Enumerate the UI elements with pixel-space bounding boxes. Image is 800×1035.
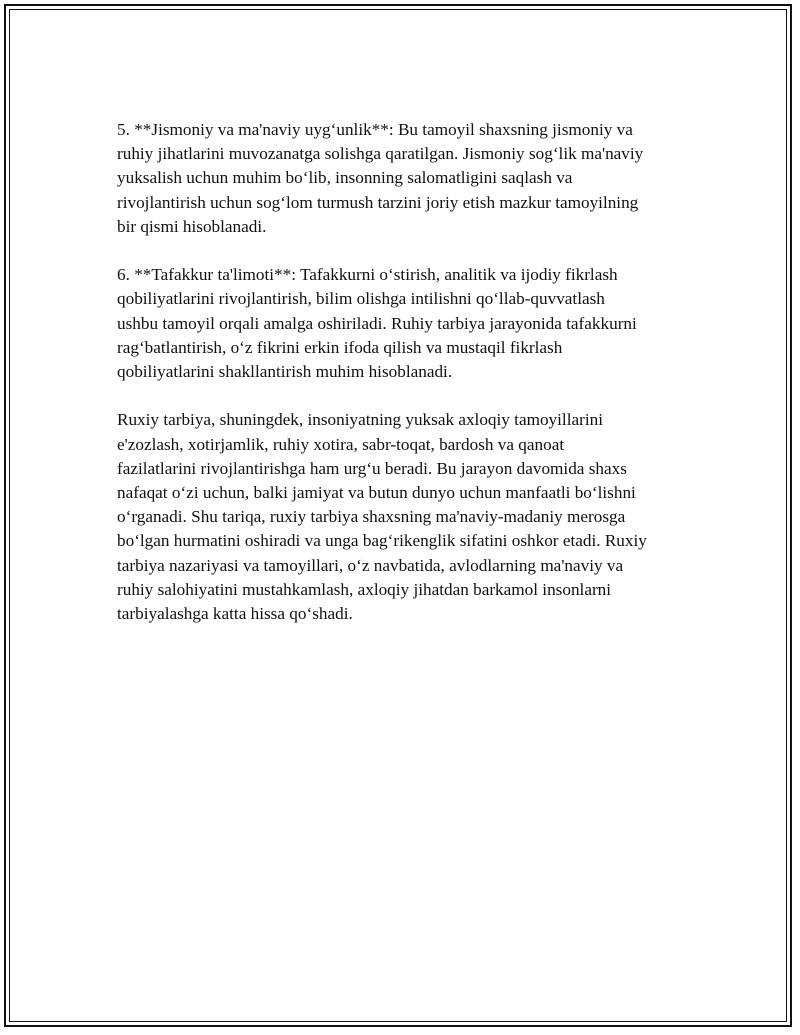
text-line: tarbiya nazariyasi va tamoyillari, o‘z navbatida, avlodlarning ma'naviy va bbox=[117, 555, 624, 575]
document-body bbox=[117, 118, 697, 650]
text-line: ruhiy jihatlarini muvozanatga solishga qaratilgan. Jismoniy sog‘lik ma'naviy bbox=[117, 144, 644, 164]
text-line: o‘rganadi. Shu tariqa, ruxiy tarbiya shaxsning ma'naviy-madaniy merosga bbox=[117, 507, 626, 527]
text-line: yuksalish uchun muhim bo‘lib, insonning salomatligini saqlash va bbox=[117, 168, 573, 188]
text-line: 5. **Jismoniy va ma'naviy uyg‘unlik**: Bu tamoyil shaxsning jismoniy va bbox=[117, 120, 633, 139]
text-line: 6. **Tafakkur ta'limoti**: Tafakkurni o‘stirish, analitik va ijodiy fikrlash bbox=[117, 265, 618, 285]
text-line: nafaqat o‘zi uchun, balki jamiyat va butun dunyo uchun manfaatli bo‘lishni bbox=[117, 483, 636, 503]
text-line: fazilatlarini rivojlantirishga ham urg‘u beradi. Bu jarayon davomida shaxs bbox=[117, 458, 627, 478]
text-line: rag‘batlantirish, o‘z fikrini erkin ifoda qilish va mustaqil fikrlash bbox=[117, 337, 563, 357]
text-line: ruhiy salohiyatini mustahkamlash, axloqiy jihatdan barkamol insonlarni bbox=[117, 579, 612, 599]
text-line: qobiliyatlarini rivojlantirish, bilim olishga intilishni qo‘llab-quvvatlash bbox=[117, 289, 605, 309]
text-line: tarbiyalashga katta hissa qo‘shadi. bbox=[117, 604, 353, 624]
paragraph-principle-6 bbox=[117, 263, 697, 384]
text-line: Ruxiy tarbiya, shuningdek, insoniyatning yuksak axloqiy tamoyillarini bbox=[117, 410, 603, 430]
paragraph-conclusion bbox=[117, 408, 697, 626]
text-line: rivojlantirish uchun sog‘lom turmush tarzini joriy etish mazkur tamoyilning bbox=[117, 192, 639, 212]
text-line: e'zozlash, xotirjamlik, ruhiy xotira, sabr-toqat, bardosh va qanoat bbox=[117, 434, 565, 454]
text-line: ushbu tamoyil orqali amalga oshiriladi. Ruhiy tarbiya jarayonida tafakkurni bbox=[117, 313, 637, 333]
paragraph-principle-5 bbox=[117, 118, 697, 239]
text-line: bo‘lgan hurmatini oshiradi va unga bag‘rikenglik sifatini oshkor etadi. Ruxiy bbox=[117, 531, 647, 551]
text-line: bir qismi hisoblanadi. bbox=[117, 216, 267, 236]
text-line: qobiliyatlarini shakllantirish muhim hisoblanadi. bbox=[117, 362, 453, 382]
